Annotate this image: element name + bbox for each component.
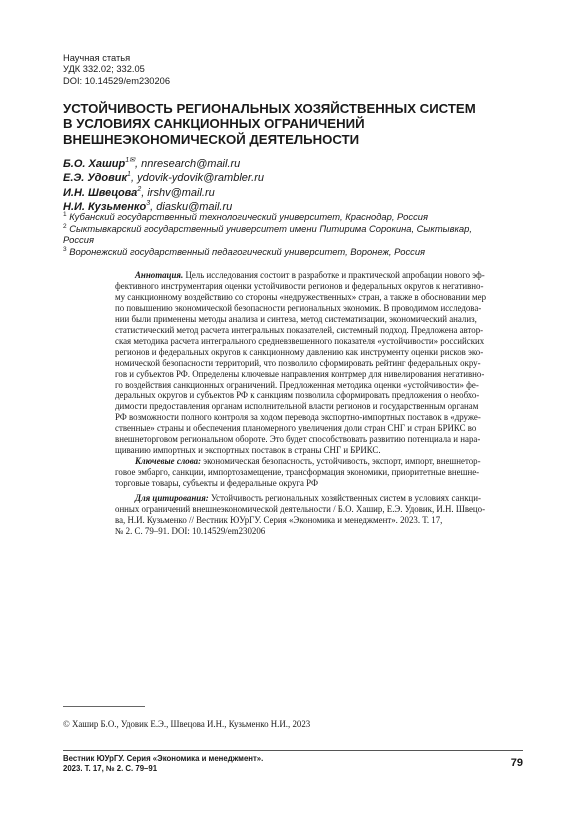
keywords-line: говое эмбарго, санкции, импортозамещение, трансформация экономики, приоритетные внешне- [115,467,480,478]
author-entry: Н.И. Кузьменко$^3$, diasku@mail.ru [63,199,233,213]
abstract-line: ственные» страны и обеспечения планомерного увеличения доли стран СНГ и стран БРИКС во [115,423,477,434]
abstract-line: РФ возможности полного контроля за ходом перевода экспортно-импортных поставок в «друже- [115,412,481,423]
affiliation-mark: 1 [63,211,67,218]
title-line: УСТОЙЧИВОСТЬ РЕГИОНАЛЬНЫХ ХОЗЯЙСТВЕННЫХ СИСТЕМ [63,101,476,116]
citation-line: ва, Н.И. Кузьменко // Вестник ЮУрГУ. Серия «Экономика и менеджмент». 2023. Т. 17, [115,514,443,525]
author-name: Б.О. Хашир [63,158,126,170]
author-name: Н.И. Кузьменко [63,200,147,213]
author-affil-mark: 2 [137,185,142,193]
footer-journal-line: 2023. Т. 17, № 2. С. 79–91 [63,764,158,773]
title-line: В УСЛОВИЯХ САНКЦИОННЫХ ОГРАНИЧЕНИЙ [63,116,365,132]
abstract-line: ская методика расчета интегрального средневзвешенного показателя «устойчивости» российских [115,335,485,346]
citation-line: онных ограничений внешнеэкономической деятельности / Б.О. Хашир, Е.Э. Удовик, И.Н. Швецо- [115,503,486,514]
citation-first-line [115,493,523,504]
author-affil-mark: 1✉ [125,157,135,164]
author-email[interactable]: diasku@mail.ru [156,200,233,213]
abstract-line: по повышению экономической безопасности региональных экономик. В проводимом исследова- [115,302,482,313]
author-email[interactable]: irshv@mail.ru [147,186,215,199]
abstract-line: щиванию импортных и экспортных поставок в страны СНГ и БРИКС. [115,445,381,456]
affiliation [63,246,523,258]
affiliation-list [63,211,523,258]
page-number: 79 [510,757,523,769]
author-name: Е.Э. Удовик [63,172,128,185]
footer-journal-line: Вестник ЮУрГУ. Серия «Экономика и менеджмент». [63,754,264,763]
abstract-line: димости предоставления органам исполнительной власти регионов и государственным органам [115,401,479,412]
abstract-line: номической безопасности территорий, что позволило сформировать рейтинг федеральных окру- [115,357,481,368]
title-line: ВНЕШНЕЭКОНОМИЧЕСКОЙ ДЕЯТЕЛЬНОСТИ [63,131,360,147]
affiliation [63,211,523,223]
abstract-line: регионов и федеральных округов к санкционному давлению как инструменту оценки рисков эко- [115,346,484,357]
keywords-label: Ключевые слова: [135,456,202,467]
author-email[interactable]: nnresearch@mail.ru [141,158,241,170]
affiliation-text: Воронежский государственный педагогический университет, Воронеж, Россия [69,246,426,258]
keywords-text: экономическая безопасность, устойчивость, экспорт, импорт, внешнетор- [201,456,481,467]
footer-journal [63,754,263,774]
footer-rule [63,750,523,751]
affiliation-mark: 3 [63,246,67,254]
udk: УДК 332.02; 332.05 [63,64,145,75]
keywords-first-line [115,456,523,467]
author-name: И.Н. Швецова [63,186,138,199]
doi: DOI: 10.14529/em230206 [63,75,170,86]
author-entry: И.Н. Швецова$^2$, irshv@mail.ru [63,185,215,199]
author-entry: Е.Э. Удовик$^1$, ydovik-ydovik@rambler.ru [63,171,264,185]
abstract-first-line [115,270,523,281]
abstract-line: внешнеторговом региональном обороте. Это будет способствовать развитию потенциала и нара- [115,434,481,445]
affiliation-text: Кубанский государственный технологический университет, Краснодар, Россия [69,211,428,222]
abstract-label: Аннотация. [135,270,184,280]
author-affil-mark: 3 [146,199,151,207]
author-entry: Б.О. Хашир$^{1✉}$, nnresearch@mail.ru [63,157,241,170]
abstract-text: Цель исследования состоит в разработке и практической апробации нового эф- [183,270,485,280]
keywords-line: торговые товары, субъекты и федеральные округа РФ [115,478,318,489]
article-title [63,101,523,147]
author-email[interactable]: ydovik-ydovik@rambler.ru [137,172,264,185]
article-type: Научная статья [63,53,131,63]
affiliation [63,223,523,235]
abstract-line: статистический метод расчета интегральных показателей, системный подход. Предложена автор- [115,324,484,335]
author-affil-mark: 1 [127,171,131,179]
author-list [63,157,264,214]
affiliation-text: Сыктывкарский государственный университет имени Питирима Сорокина, Сыктывкар, [69,222,472,234]
article-meta [63,53,170,87]
abstract-line: нии были применены методы анализа и синтеза, метод систематизации, экономический анализ, [115,313,477,324]
copyright-notice: © Хашир Б.О., Удовик Е.Э., Швецова И.Н., Кузьменко Н.И., 2023 [63,719,311,729]
affiliation-mark: 2 [63,222,67,230]
abstract-line: му санкционному воздействию со стороны «недружественных» стран, а также в обосновании мер [115,291,487,302]
citation-block [115,493,523,537]
abstract-block [115,270,523,489]
abstract-line: деральных округов и субъектов РФ к санкциям позволила сформировать предложения о необхо- [115,390,480,401]
citation-text: Устойчивость региональных хозяйственных систем в условиях санкци- [208,493,481,503]
citation-label: Для цитирования: [135,493,209,503]
citation-line: № 2. С. 79–91. DOI: 10.14529/em230206 [115,525,266,536]
footnote-rule [63,706,145,707]
abstract-line: го воздействия санкционных ограничений. Предложенная методика оценки «устойчивости» фе- [115,379,479,390]
affiliation-text-continued: Россия [63,234,94,246]
abstract-line: гов и субъектов РФ. Определены ключевые направления контрмер для нивелирования негативно- [115,368,485,379]
abstract-line: фективного инструментария оценки устойчивости регионов и федеральных округов к негативно- [115,280,484,291]
